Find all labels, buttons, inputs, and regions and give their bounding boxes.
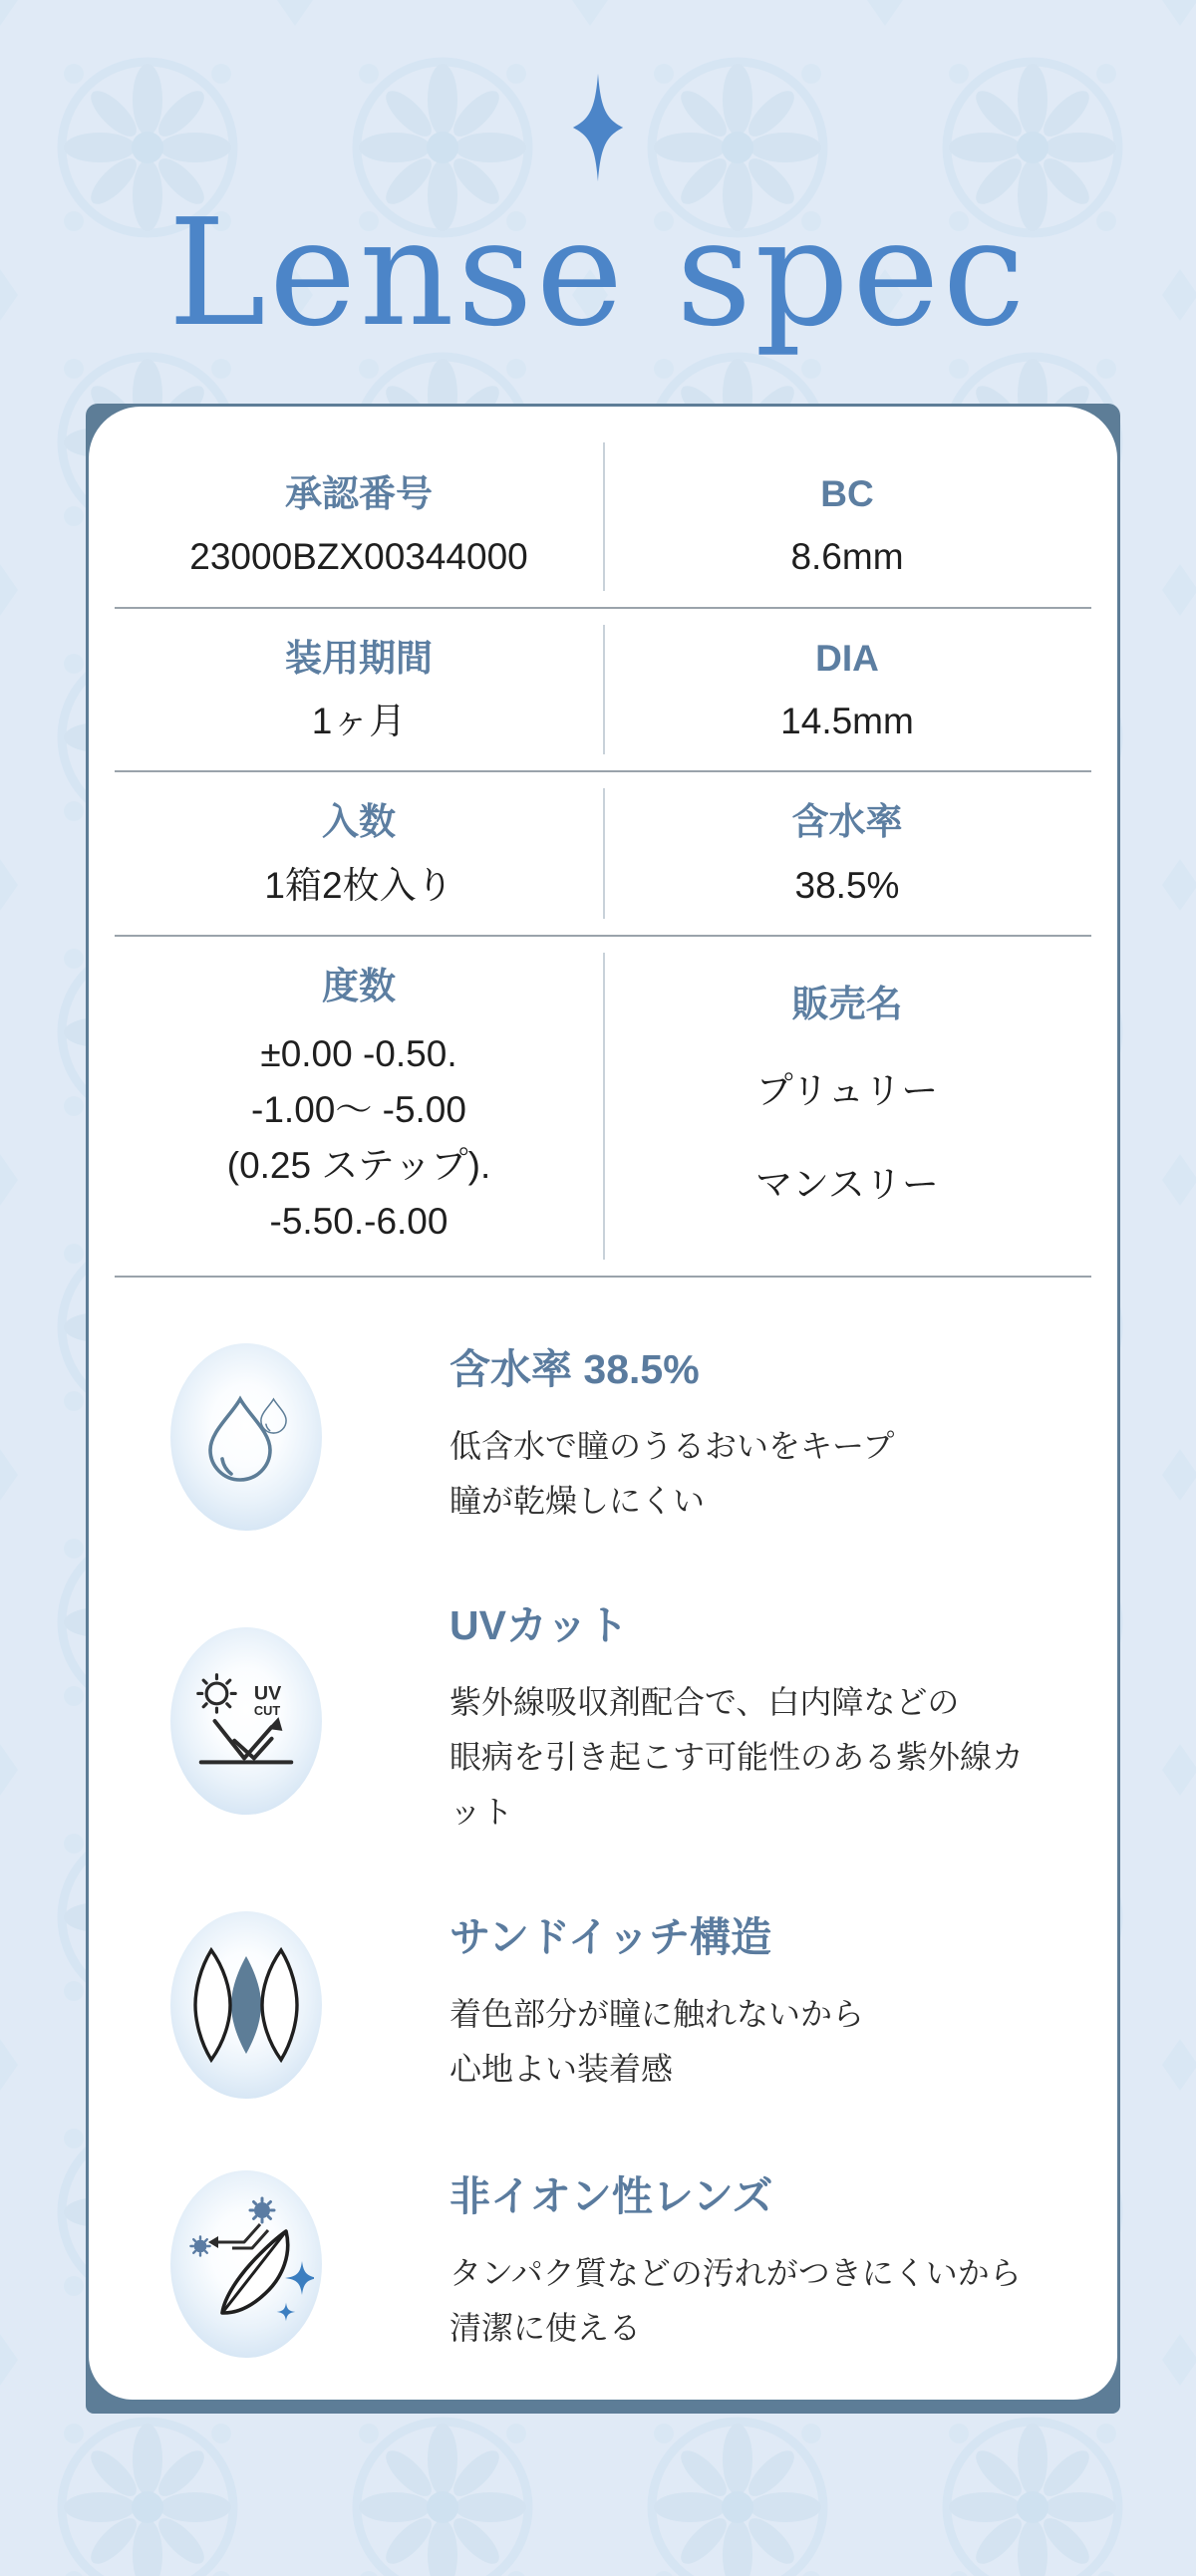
feature-desc-line: 清潔に使える	[449, 2310, 642, 2347]
spec-label: BC	[820, 473, 874, 514]
spec-cell-wearing-period	[115, 637, 603, 745]
spec-cell-approval-number	[115, 472, 603, 581]
feature-non-ionic-lens	[170, 2170, 1051, 2358]
feature-desc-line: 心地よい装着感	[449, 2051, 674, 2088]
feature-desc-line: タンパク質などの汚れがつきにくいから	[449, 2255, 1022, 2292]
spec-value: 1箱2枚入り	[264, 864, 453, 906]
uv-icon-text-top: UV	[253, 1682, 282, 1705]
power-line: -1.00〜 -5.00	[251, 1089, 466, 1131]
page-title: Lense spec	[167, 187, 1029, 359]
spec-cell-bc	[603, 472, 1091, 581]
spec-label: 度数	[322, 965, 396, 1006]
spec-value	[115, 1026, 603, 1250]
header	[0, 0, 1196, 359]
feature-title: 含水率 38.5%	[449, 1345, 700, 1392]
spec-label: 承認番号	[285, 473, 433, 514]
feature-list	[115, 1278, 1091, 2358]
spec-cell-dia	[603, 637, 1091, 745]
feature-title: サンドイッチ構造	[449, 1913, 772, 1960]
spec-value: 23000BZX00344000	[189, 536, 528, 578]
feature-uv-cut	[170, 1602, 1051, 1840]
spec-card-inner	[89, 407, 1117, 2400]
spec-cell-product-name	[603, 965, 1091, 1250]
feature-description	[449, 2246, 1051, 2356]
feature-title: 非イオン性レンズ	[449, 2172, 773, 2219]
feature-water-content	[170, 1343, 1051, 1531]
spec-label: 装用期間	[285, 637, 433, 679]
spec-cell-power	[115, 965, 603, 1250]
feature-sandwich-structure	[170, 1911, 1051, 2099]
non-ionic-lens-icon	[170, 2170, 322, 2358]
column-divider	[603, 442, 605, 591]
feature-title: UVカット	[449, 1602, 629, 1649]
spec-label: 入数	[322, 801, 396, 843]
uv-icon-text-bottom: CUT	[253, 1703, 281, 1719]
feature-desc-line: 着色部分が瞳に触れないから	[449, 1996, 865, 2033]
feature-description	[449, 1675, 1051, 1840]
power-line: (0.25 ステップ).	[226, 1145, 491, 1187]
spec-value: 38.5%	[794, 864, 900, 906]
feature-desc-line: 低含水で瞳のうるおいをキープ	[449, 1427, 895, 1464]
spec-label: DIA	[815, 637, 879, 679]
spec-label: 販売名	[791, 983, 903, 1024]
feature-description	[449, 1987, 1051, 2097]
uv-cut-icon	[170, 1627, 322, 1815]
spec-value	[603, 1044, 1091, 1232]
spec-card	[86, 404, 1120, 2414]
spec-row-period-dia	[115, 609, 1091, 773]
water-drops-icon	[170, 1343, 322, 1531]
column-divider	[603, 625, 605, 755]
spec-value: 1ヶ月	[311, 701, 407, 742]
spec-cell-water-content	[603, 800, 1091, 909]
feature-description	[449, 1419, 1051, 1529]
spec-value: 14.5mm	[780, 701, 914, 742]
sparkle-icon	[570, 72, 626, 188]
power-line: -5.50.-6.00	[269, 1201, 448, 1243]
feature-desc-line: 瞳が乾燥しにくい	[449, 1482, 706, 1519]
spec-row-power-name	[115, 937, 1091, 1278]
spec-value: 8.6mm	[790, 536, 904, 578]
spec-cell-quantity	[115, 800, 603, 909]
power-line: ±0.00 -0.50.	[260, 1033, 457, 1075]
feature-desc-line: 紫外線吸収剤配合で、白内障などの	[449, 1684, 960, 1721]
spec-row-approval-bc	[115, 427, 1091, 609]
product-name-line: マンスリー	[755, 1164, 939, 1206]
column-divider	[603, 953, 605, 1260]
sandwich-structure-icon	[170, 1911, 322, 2099]
feature-desc-line: 眼病を引き起こす可能性のある紫外線カット	[449, 1739, 1025, 1831]
spec-label: 含水率	[791, 801, 903, 843]
spec-table	[115, 427, 1091, 1278]
column-divider	[603, 788, 605, 919]
spec-row-count-water	[115, 772, 1091, 937]
product-name-line: プリュリー	[755, 1070, 939, 1112]
